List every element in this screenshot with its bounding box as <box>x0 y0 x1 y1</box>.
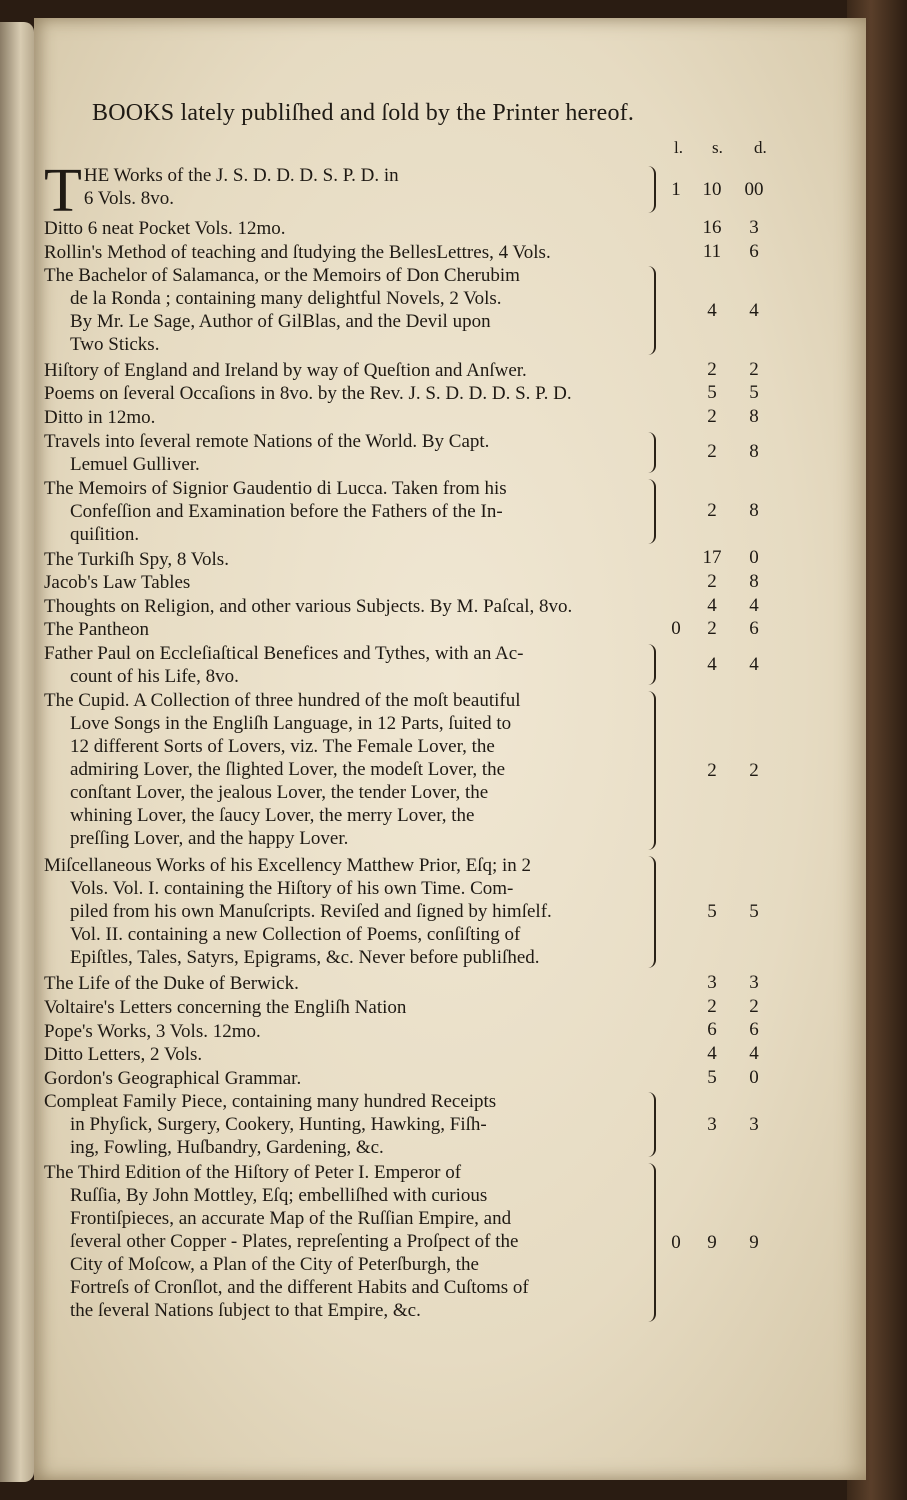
price-s: 11 <box>702 240 722 262</box>
brace <box>646 644 656 685</box>
entry-line: quiſition. <box>70 523 140 545</box>
book-entry <box>44 1020 644 1043</box>
entry-text: HE Works of the J. S. D. D. D. S. P. D. in <box>83 165 399 186</box>
entry-line: ſeveral other Copper - Plates, repreſenting a Proſpect of the <box>70 1231 519 1253</box>
price-d: 3 <box>749 1113 759 1135</box>
entry-line: Vol. II. containing a new Collection of Poems, conſiſting of <box>70 924 521 946</box>
price-s: 10 <box>702 178 722 200</box>
book-entry <box>44 642 644 688</box>
brace <box>646 691 656 850</box>
entry-line: Epiſtles, Tales, Satyrs, Epigrams, &c. Never before publiſhed. <box>70 947 540 969</box>
entry-line: The Cupid. A Collection of three hundred of the moſt beautiful <box>44 690 521 712</box>
price-s: 4 <box>707 594 717 616</box>
entry-line: ing, Fowling, Huſbandry, Gardening, &c. <box>70 1137 384 1159</box>
price-s: 3 <box>707 1113 717 1135</box>
brace <box>646 266 656 354</box>
entry-line: The Bachelor of Salamanca, or the Memoirs of Don Cherubim <box>44 265 520 287</box>
price-d: 4 <box>749 594 759 616</box>
brace <box>646 856 656 968</box>
entry-line: admiring Lover, the ſlighted Lover, the modeſt Lover, the <box>70 759 506 781</box>
book-entry <box>44 241 644 264</box>
brace <box>646 166 656 213</box>
entry-line: The Life of the Duke of Berwick. <box>44 973 299 995</box>
price-d: 2 <box>749 358 759 380</box>
page-header: BOOKS lately publiſhed and ſold by the Printer hereof. <box>92 100 635 126</box>
entry-line: preſſing Lover, and the happy Lover. <box>70 828 349 850</box>
entry-line: Thoughts on Religion, and other various Subjects. By M. Paſcal, 8vo. <box>44 595 573 617</box>
entry-line: 12 different Sorts of Lovers, viz. The Female Lover, the <box>70 736 495 758</box>
brace <box>646 432 656 473</box>
entry-line: the ſeveral Nations ſubject to that Empire, &c. <box>70 1300 421 1322</box>
entry-line: Lemuel Gulliver. <box>70 453 200 475</box>
entry-line: de la Ronda ; containing many delightful Novels, 2 Vols. <box>70 288 502 310</box>
price-d: 8 <box>749 571 759 592</box>
entry-line: Frontiſpieces, an accurate Map of the Ruſſian Empire, and <box>70 1208 512 1230</box>
entry-line: Vols. Vol. I. containing the Hiſtory of his own Time. Com- <box>70 878 514 900</box>
entry-line: piled from his own Manuſcripts. Reviſed and ſigned by himſelf. <box>70 901 552 923</box>
currency-d: d. <box>754 138 767 157</box>
price-s: 2 <box>707 995 717 1017</box>
price-l: 0 <box>671 1231 681 1253</box>
price-s: 4 <box>707 299 717 321</box>
entry-line: Gordon's Geographical Grammar. <box>44 1067 302 1089</box>
price-d: 9 <box>749 1231 759 1253</box>
book-entry <box>44 1090 644 1159</box>
price-d: 0 <box>749 547 759 569</box>
book-entry <box>44 689 644 850</box>
entry-line: Hiſtory of England and Ireland by way of Queſtion and Anſwer. <box>44 359 527 381</box>
book-entry <box>44 406 644 429</box>
price-s: 2 <box>707 358 717 380</box>
book-entry <box>44 548 644 571</box>
entry-line: Jacob's Law Tables <box>44 572 191 594</box>
price-d: 8 <box>749 405 759 427</box>
price-s: 4 <box>707 1043 717 1064</box>
entry-line: Voltaire's Letters concerning the Engliſh Nation <box>44 997 407 1018</box>
price-d: 2 <box>749 995 759 1017</box>
price-s: 2 <box>707 405 717 427</box>
price-d: 3 <box>749 217 759 238</box>
price-d: 2 <box>749 759 759 781</box>
price-s: 2 <box>707 500 717 522</box>
price-s: 4 <box>707 653 717 675</box>
book-entry <box>44 217 644 240</box>
price-s: 6 <box>707 1019 717 1041</box>
entry-line: Poems on ſeveral Occaſions in 8vo. by the Rev. J. S. D. D. D. S. P. D. <box>44 383 572 405</box>
book-entry <box>44 264 644 356</box>
entry-line: Compleat Family Piece, containing many hundred Receipts <box>44 1091 497 1113</box>
brace <box>646 1092 656 1157</box>
book-entry <box>44 359 644 382</box>
entry-line: Fortreſs of Cronſlot, and the different Habits and Cuſtoms of <box>70 1277 529 1299</box>
book-page <box>34 18 866 1480</box>
price-d: 5 <box>749 901 759 923</box>
entry-line: City of Moſcow, a Plan of the City of Peterſburgh, the <box>70 1254 479 1276</box>
brace <box>646 479 656 544</box>
price-s: 3 <box>707 972 717 994</box>
book-entry <box>44 972 644 995</box>
price-d: 0 <box>749 1066 759 1088</box>
facing-page-edge <box>0 22 34 1482</box>
price-d: 3 <box>749 972 759 994</box>
price-d: 6 <box>749 1019 759 1041</box>
entry-line: Travels into ſeveral remote Nations of the World. By Capt. <box>44 430 490 452</box>
book-entry <box>44 854 644 969</box>
book-entry <box>44 1067 644 1090</box>
price-d: 8 <box>749 441 759 463</box>
book-entry <box>44 157 644 225</box>
book-entry <box>44 382 644 405</box>
price-s: 2 <box>707 618 717 640</box>
entry-line: The Pantheon <box>44 619 150 641</box>
entry-line: Confeſſion and Examination before the Fathers of the In- <box>70 500 503 522</box>
price-s: 2 <box>707 759 717 781</box>
entry-line: 6 Vols. 8vo. <box>83 188 174 209</box>
entry-line: Love Songs in the Engliſh Language, in 12 Parts, ſuited to <box>70 713 512 735</box>
price-d: 6 <box>749 240 759 262</box>
currency-l: l. <box>674 138 683 157</box>
price-d: 6 <box>749 618 759 640</box>
price-d: 4 <box>749 653 759 675</box>
price-d: 4 <box>749 1043 759 1064</box>
entry-line: conſtant Lover, the jealous Lover, the tender Lover, the <box>70 782 489 804</box>
price-l: 1 <box>671 178 681 200</box>
entry-line: Pope's Works, 3 Vols. 12mo. <box>44 1020 261 1042</box>
price-s: 5 <box>707 382 717 404</box>
price-d: 4 <box>749 299 759 321</box>
price-s: 16 <box>702 217 722 238</box>
book-entry <box>44 1161 644 1322</box>
entry-line: Ditto 6 neat Pocket Vols. 12mo. <box>44 218 286 240</box>
entry-line: Ruſſia, By John Mottley, Eſq; embelliſhed with curious <box>70 1185 488 1207</box>
entry-line: Two Sticks. <box>70 334 160 356</box>
price-s: 9 <box>707 1231 717 1253</box>
book-entry <box>44 1043 644 1066</box>
book-entry <box>44 996 644 1019</box>
entry-line: Ditto Letters, 2 Vols. <box>44 1044 203 1066</box>
price-s: 17 <box>702 547 722 569</box>
currency-s: s. <box>712 138 723 157</box>
book-entry <box>44 430 644 476</box>
book-entry <box>44 571 644 594</box>
drop-cap: T <box>44 157 82 225</box>
price-s: 5 <box>707 1066 717 1088</box>
entry-line: The Turkiſh Spy, 8 Vols. <box>44 548 229 570</box>
book-entry <box>44 477 644 546</box>
price-d: 00 <box>744 178 764 200</box>
entry-line: count of his Life, 8vo. <box>70 666 239 687</box>
book-entry <box>44 618 644 641</box>
price-d: 8 <box>749 500 759 522</box>
price-s: 5 <box>707 901 717 923</box>
entry-line: By Mr. Le Sage, Author of GilBlas, and the Devil upon <box>70 311 491 333</box>
entry-line: Miſcellaneous Works of his Excellency Matthew Prior, Eſq; in 2 <box>44 855 532 877</box>
price-s: 2 <box>707 571 717 592</box>
book-entry <box>44 595 644 618</box>
entry-line: whining Lover, the ſaucy Lover, the merry Lover, the <box>70 805 475 827</box>
entry-line: in Phyſick, Surgery, Cookery, Hunting, Hawking, Fiſh- <box>70 1114 487 1136</box>
entry-line: Rollin's Method of teaching and ſtudying the BellesLettres, 4 Vols. <box>44 241 551 263</box>
price-l: 0 <box>671 618 681 640</box>
price-d: 5 <box>749 382 759 404</box>
entry-line: The Third Edition of the Hiſtory of Peter I. Emperor of <box>44 1162 462 1184</box>
brace <box>646 1163 656 1322</box>
entry-line: Ditto in 12mo. <box>44 407 156 428</box>
entry-line: Father Paul on Eccleſiaſtical Benefices and Tythes, with an Ac- <box>44 643 524 664</box>
entry-line: The Memoirs of Signior Gaudentio di Lucca. Taken from his <box>44 477 507 499</box>
price-s: 2 <box>707 441 717 463</box>
